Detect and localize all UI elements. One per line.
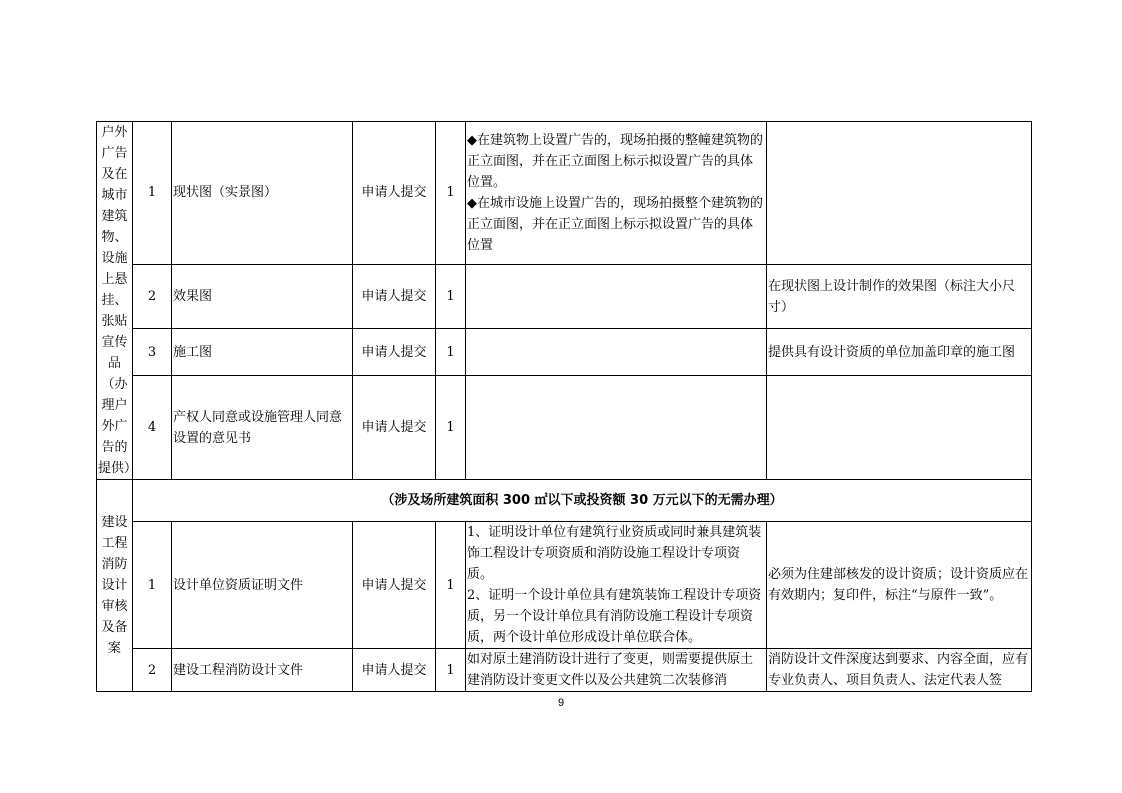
materials-table (96, 121, 1032, 692)
requirement-cell (466, 122, 767, 265)
page-number: 9 (557, 697, 565, 709)
requirement-line: 如对原土建消防设计进行了变更，则需要提供原土建消防设计变更文件以及公共建筑二次装修消 (467, 652, 754, 688)
material-source: 申请人提交 (353, 329, 436, 376)
requirement-cell (466, 649, 767, 692)
material-count: 1 (436, 264, 466, 328)
row-number: 1 (133, 122, 172, 265)
material-source: 申请人提交 (353, 264, 436, 328)
note-cell: 在现状图上设计制作的效果图（标注大小尺寸） (767, 264, 1032, 328)
material-count: 1 (436, 649, 466, 692)
material-source: 申请人提交 (353, 522, 436, 649)
table-row (97, 329, 1032, 376)
material-name: 效果图 (172, 264, 353, 328)
material-count: 1 (436, 329, 466, 376)
material-name: 产权人同意或设施管理人同意设置的意见书 (172, 376, 353, 480)
note-cell: 提供具有设计资质的单位加盖印章的施工图 (767, 329, 1032, 376)
table-row (97, 376, 1032, 480)
category-cell-outdoor: 户外广告及在城市建筑物、设施上悬挂、张贴宣传品（办理户外广告的提供） (97, 122, 133, 480)
material-name: 施工图 (172, 329, 353, 376)
material-name: 现状图（实景图） (172, 122, 353, 265)
row-number: 1 (133, 522, 172, 649)
note-cell: 消防设计文件深度达到要求、内容全面，应有专业负责人、项目负责人、法定代表人签 (767, 649, 1032, 692)
row-number: 3 (133, 329, 172, 376)
requirement-cell (466, 329, 767, 376)
table-row (97, 122, 1032, 265)
requirement-line: ◆在城市设施上设置广告的，现场拍摄整个建筑物的正立面图，并在正立面图上标示拟设置广告的具体位置 (467, 195, 763, 253)
category-cell-fire: 建设工程消防设计审核及备案 (97, 480, 133, 692)
banner-row (97, 480, 1032, 522)
section-banner: （涉及场所建筑面积 300 ㎡以下或投资额 30 万元以下的无需办理） (133, 480, 1032, 522)
requirement-line: ◆在建筑物上设置广告的，现场拍摄的整幢建筑物的正立面图，并在正立面图上标示拟设置广告的具体位置。 (467, 132, 763, 190)
table-row (97, 264, 1032, 328)
requirement-line: 1、证明设计单位有建筑行业资质或同时兼具建筑装饰工程设计专项资质和消防设施工程设计专项资质。 (467, 525, 762, 582)
requirement-cell (466, 376, 767, 480)
note-cell (767, 376, 1032, 480)
note-cell: 必须为住建部核发的设计资质；设计资质应在有效期内；复印件，标注“与原件一致”。 (767, 522, 1032, 649)
requirement-line: 2、证明一个设计单位具有建筑装饰工程设计专项资质，另一个设计单位具有消防设施工程设计专项资质，两个设计单位形成设计单位联合体。 (467, 588, 762, 645)
row-number: 2 (133, 649, 172, 692)
material-name: 设计单位资质证明文件 (172, 522, 353, 649)
note-cell (767, 122, 1032, 265)
table-row (97, 522, 1032, 649)
table-row (97, 649, 1032, 692)
material-count: 1 (436, 522, 466, 649)
requirement-cell (466, 264, 767, 328)
material-count: 1 (436, 376, 466, 480)
material-source: 申请人提交 (353, 376, 436, 480)
row-number: 2 (133, 264, 172, 328)
material-source: 申请人提交 (353, 649, 436, 692)
material-count: 1 (436, 122, 466, 265)
row-number: 4 (133, 376, 172, 480)
material-source: 申请人提交 (353, 122, 436, 265)
material-name: 建设工程消防设计文件 (172, 649, 353, 692)
requirement-cell (466, 522, 767, 649)
